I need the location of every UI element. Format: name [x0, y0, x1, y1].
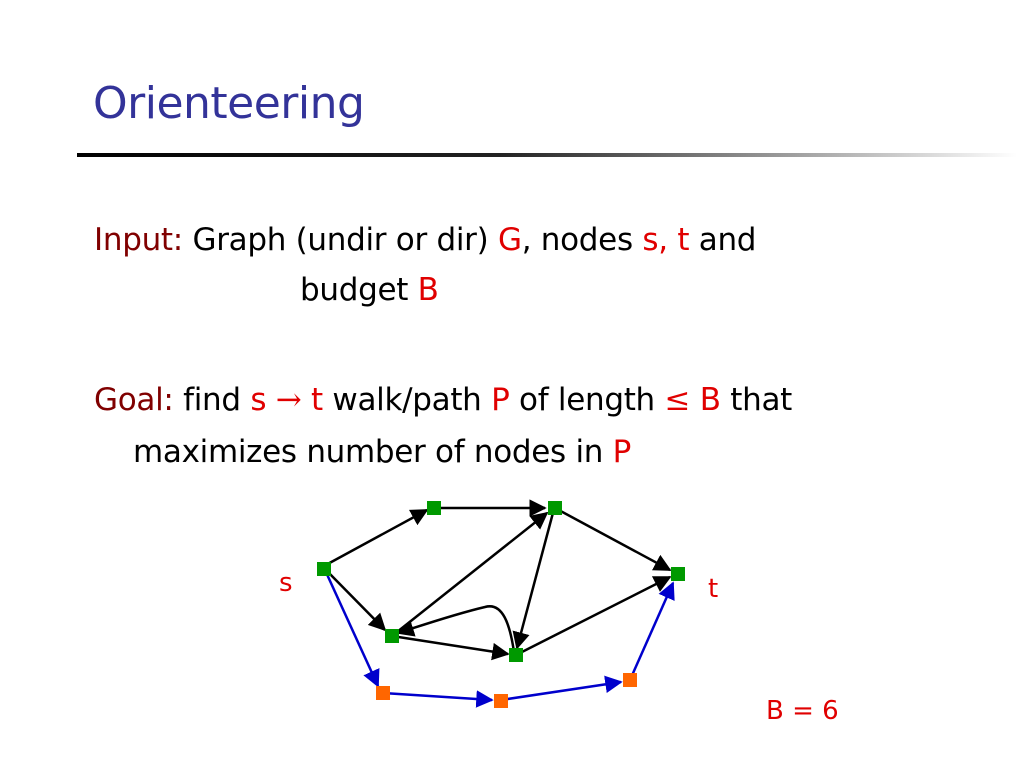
node-mid2: [509, 648, 523, 662]
input-text-3: and: [689, 222, 757, 258]
source-node-label: s: [279, 568, 293, 598]
goal-path-symbol: P: [491, 382, 510, 418]
node-top1: [427, 501, 441, 515]
input-budget-text: budget: [300, 272, 418, 308]
goal-text-4: that: [720, 382, 792, 418]
goal-s-symbol: s: [250, 382, 267, 418]
node-t: [671, 567, 685, 581]
path-edge-o3-t: [630, 583, 673, 680]
goal-text-2: walk/path: [322, 382, 492, 418]
goal-arrow-symbol: →: [275, 382, 302, 418]
node-mid1: [385, 629, 399, 643]
goal-path-symbol-2: P: [612, 434, 632, 470]
node-s: [317, 562, 331, 576]
goal-label: Goal:: [94, 382, 174, 418]
goal-text-1: find: [173, 382, 251, 418]
input-nodes-symbol: s, t: [642, 222, 690, 258]
budget-value-label: B = 6: [766, 696, 839, 726]
input-budget-symbol: B: [417, 272, 439, 308]
input-label: Input:: [94, 222, 183, 258]
path-edge-s-o1: [325, 570, 378, 686]
goal-line-2-text: maximizes number of nodes in: [133, 434, 613, 470]
node-orange-3: [623, 673, 637, 687]
input-graph-symbol: G: [497, 222, 522, 258]
target-node-label: t: [708, 574, 719, 604]
goal-budget-symbol: B: [699, 382, 721, 418]
node-orange-1: [376, 686, 390, 700]
input-text-1: Graph (undir or dir): [182, 222, 498, 258]
goal-text-3: of length: [509, 382, 665, 418]
edge-mid1-top2: [392, 513, 547, 636]
edge-mid1-mid2: [392, 636, 508, 654]
node-top2: [548, 501, 562, 515]
node-orange-2: [494, 694, 508, 708]
edge-top2-t: [555, 508, 670, 570]
path-edge-o2-o3: [501, 682, 621, 700]
goal-t-symbol: t: [310, 382, 323, 418]
edge-s-top1: [324, 510, 427, 566]
edge-s-mid1: [326, 570, 385, 630]
input-text-2: , nodes: [521, 222, 643, 258]
goal-leq-symbol: ≤: [664, 382, 691, 418]
page-title: Orienteering: [93, 78, 365, 129]
path-edge-o1-o2: [383, 693, 492, 700]
edge-top2-mid2: [517, 509, 554, 648]
